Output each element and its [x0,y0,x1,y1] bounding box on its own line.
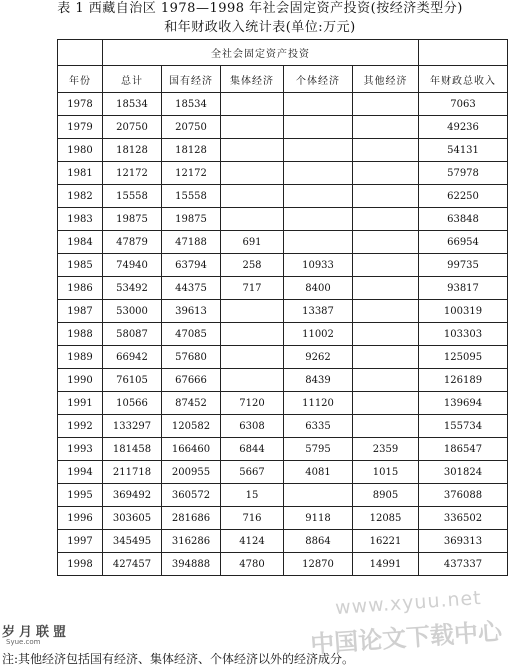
value-cell: 716 [221,507,284,530]
year-cell: 1994 [58,461,103,484]
value-cell [353,254,419,277]
value-cell: 4081 [284,461,353,484]
value-cell: 5667 [221,461,284,484]
value-cell: 12172 [162,162,221,185]
value-cell: 336502 [419,507,508,530]
value-cell: 7063 [419,93,508,116]
value-cell: 49236 [419,116,508,139]
value-cell: 316286 [162,530,221,553]
value-cell: 369313 [419,530,508,553]
value-cell [221,116,284,139]
value-cell: 126189 [419,369,508,392]
table-row [58,346,508,369]
year-cell: 1984 [58,231,103,254]
table-title-line2: 和年财政收入统计表(单位:万元) [164,20,356,35]
table-row [58,254,508,277]
value-cell: 181458 [103,438,162,461]
value-cell: 57680 [162,346,221,369]
column-header: 集体经济 [221,66,284,93]
value-cell [353,346,419,369]
value-cell: 125095 [419,346,508,369]
table-row [58,139,508,162]
value-cell: 369492 [103,484,162,507]
value-cell [221,208,284,231]
value-cell: 99735 [419,254,508,277]
value-cell: 120582 [162,415,221,438]
year-cell: 1995 [58,484,103,507]
value-cell: 19875 [162,208,221,231]
year-cell: 1985 [58,254,103,277]
year-cell: 1983 [58,208,103,231]
year-cell: 1986 [58,277,103,300]
value-cell: 12870 [284,553,353,576]
column-header: 年财政总收入 [419,66,508,93]
year-cell: 1978 [58,93,103,116]
group-header: 全社会固定资产投资 [103,40,419,66]
table-row [58,323,508,346]
value-cell: 103303 [419,323,508,346]
value-cell: 6844 [221,438,284,461]
value-cell: 281686 [162,507,221,530]
table-row [58,231,508,254]
value-cell: 376088 [419,484,508,507]
value-cell: 345495 [103,530,162,553]
value-cell: 63848 [419,208,508,231]
year-cell: 1997 [58,530,103,553]
watermark-logo: 岁月联盟 [2,625,71,640]
value-cell: 427457 [103,553,162,576]
value-cell [221,369,284,392]
year-cell: 1987 [58,300,103,323]
column-header: 国有经济 [162,66,221,93]
value-cell [353,116,419,139]
value-cell: 67666 [162,369,221,392]
value-cell: 47188 [162,231,221,254]
value-cell: 166460 [162,438,221,461]
watermark-logo-url: Syue.com [6,638,41,646]
value-cell: 8864 [284,530,353,553]
value-cell: 20750 [103,116,162,139]
value-cell: 2359 [353,438,419,461]
value-cell: 5795 [284,438,353,461]
watermark-site-cn: 中国论文下载中心 [309,617,503,659]
value-cell [284,139,353,162]
value-cell: 4124 [221,530,284,553]
value-cell: 437337 [419,553,508,576]
table-title-line1: 表 1 西藏自治区 1978—1998 年社会固定资产投资(按经济类型分) [57,1,463,16]
header-spacer [419,40,508,66]
value-cell [221,300,284,323]
year-cell: 1993 [58,438,103,461]
value-cell: 57978 [419,162,508,185]
corner-cell [58,40,103,66]
value-cell [353,231,419,254]
value-cell: 7120 [221,392,284,415]
value-cell: 211718 [103,461,162,484]
value-cell: 15558 [162,185,221,208]
value-cell: 100319 [419,300,508,323]
column-header: 总计 [103,66,162,93]
value-cell [284,93,353,116]
value-cell [221,346,284,369]
value-cell [353,93,419,116]
value-cell: 4780 [221,553,284,576]
value-cell: 44375 [162,277,221,300]
value-cell: 11002 [284,323,353,346]
year-cell: 1980 [58,139,103,162]
value-cell: 139694 [419,392,508,415]
value-cell [284,484,353,507]
table-row [58,415,508,438]
value-cell: 133297 [103,415,162,438]
year-cell: 1982 [58,185,103,208]
year-cell: 1992 [58,415,103,438]
value-cell: 58087 [103,323,162,346]
value-cell [353,162,419,185]
value-cell [284,231,353,254]
value-cell: 47879 [103,231,162,254]
value-cell: 6335 [284,415,353,438]
value-cell: 19875 [103,208,162,231]
table-row [58,93,508,116]
value-cell: 303605 [103,507,162,530]
value-cell [353,277,419,300]
value-cell: 39613 [162,300,221,323]
year-cell: 1989 [58,346,103,369]
value-cell [353,369,419,392]
watermark-site-url: www.xyuu.net [334,586,483,620]
year-cell: 1981 [58,162,103,185]
table-row [58,392,508,415]
value-cell [353,300,419,323]
value-cell: 15558 [103,185,162,208]
value-cell: 54131 [419,139,508,162]
table-row [58,484,508,507]
year-cell: 1988 [58,323,103,346]
value-cell: 155734 [419,415,508,438]
value-cell: 76105 [103,369,162,392]
value-cell: 10566 [103,392,162,415]
value-cell [221,323,284,346]
value-cell: 9118 [284,507,353,530]
table-row [58,185,508,208]
value-cell: 186547 [419,438,508,461]
value-cell: 74940 [103,254,162,277]
table-row [58,208,508,231]
value-cell: 66954 [419,231,508,254]
table-row [58,530,508,553]
value-cell: 18128 [162,139,221,162]
value-cell: 53000 [103,300,162,323]
value-cell: 717 [221,277,284,300]
value-cell: 18534 [103,93,162,116]
value-cell: 53492 [103,277,162,300]
table-row [58,553,508,576]
value-cell: 13387 [284,300,353,323]
table-row [58,162,508,185]
value-cell [353,139,419,162]
value-cell: 6308 [221,415,284,438]
value-cell: 47085 [162,323,221,346]
table-row [58,461,508,484]
year-cell: 1998 [58,553,103,576]
value-cell: 93817 [419,277,508,300]
value-cell: 11120 [284,392,353,415]
table-row [58,369,508,392]
value-cell [284,116,353,139]
value-cell: 66942 [103,346,162,369]
year-cell: 1991 [58,392,103,415]
column-header: 个体经济 [284,66,353,93]
value-cell: 360572 [162,484,221,507]
value-cell [284,208,353,231]
value-cell: 10933 [284,254,353,277]
value-cell: 258 [221,254,284,277]
column-header: 年份 [58,66,103,93]
value-cell [353,208,419,231]
column-header: 其他经济 [353,66,419,93]
year-cell: 1990 [58,369,103,392]
value-cell [284,185,353,208]
value-cell [353,392,419,415]
value-cell [284,162,353,185]
footnote: 注:其他经济包括国有经济、集体经济、个体经济以外的经济成分。 [2,652,355,666]
value-cell [221,93,284,116]
value-cell [221,162,284,185]
year-cell: 1996 [58,507,103,530]
value-cell: 18534 [162,93,221,116]
table-row [58,300,508,323]
value-cell: 62250 [419,185,508,208]
value-cell: 691 [221,231,284,254]
value-cell: 200955 [162,461,221,484]
value-cell: 18128 [103,139,162,162]
value-cell [353,185,419,208]
value-cell [353,323,419,346]
value-cell: 394888 [162,553,221,576]
table-row [58,116,508,139]
value-cell [221,185,284,208]
value-cell: 8400 [284,277,353,300]
value-cell: 14991 [353,553,419,576]
value-cell: 12085 [353,507,419,530]
value-cell: 87452 [162,392,221,415]
value-cell: 9262 [284,346,353,369]
table-row [58,507,508,530]
value-cell: 15 [221,484,284,507]
value-cell: 20750 [162,116,221,139]
value-cell: 63794 [162,254,221,277]
value-cell: 301824 [419,461,508,484]
value-cell: 1015 [353,461,419,484]
table-row [58,277,508,300]
value-cell: 8439 [284,369,353,392]
value-cell [353,415,419,438]
value-cell [221,139,284,162]
table-row [58,438,508,461]
value-cell: 16221 [353,530,419,553]
value-cell: 12172 [103,162,162,185]
year-cell: 1979 [58,116,103,139]
value-cell: 8905 [353,484,419,507]
investment-revenue-table [57,39,508,576]
